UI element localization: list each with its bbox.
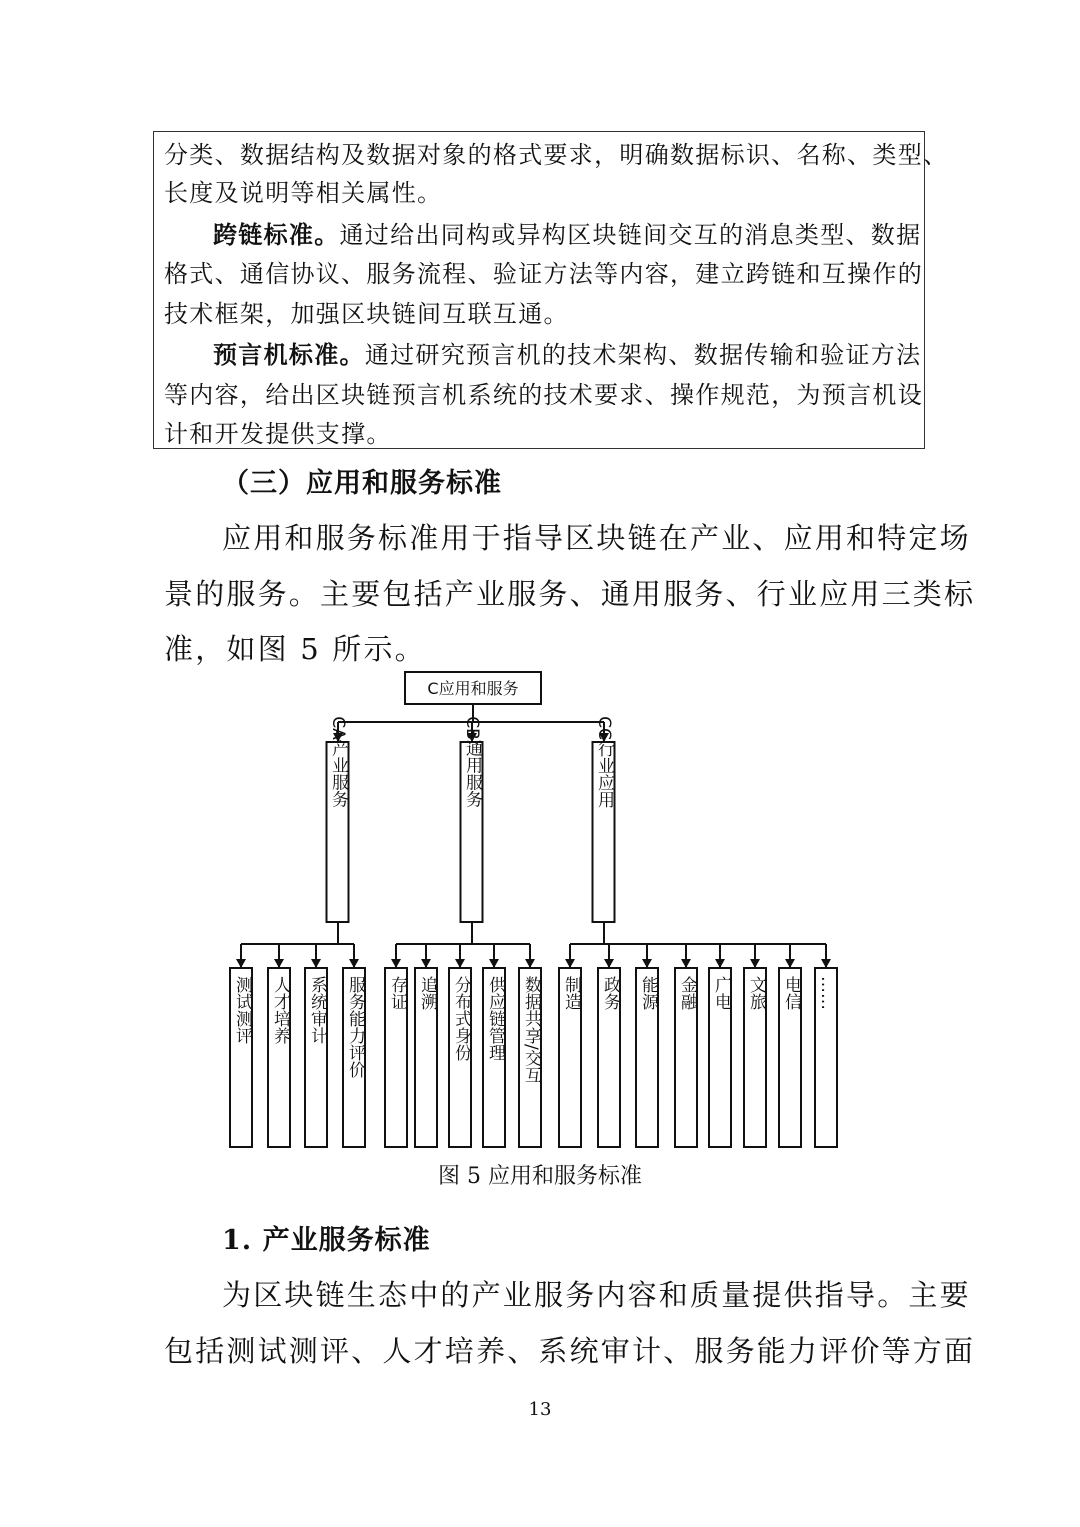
arrow-head xyxy=(421,959,431,968)
paragraph-line: 准，如图 5 所示。 xyxy=(164,632,426,666)
box-line-text: 通过给出同构或异构区块链间交互的消息类型、数据 xyxy=(339,221,922,249)
leaf-node-label: 供应链管理 xyxy=(485,976,505,1061)
paragraph-line: 景的服务。主要包括产业服务、通用服务、行业应用三类标 xyxy=(164,577,976,611)
leaf-node-label: 金融 xyxy=(677,976,697,1010)
box-line-text: 等内容，给出区块链预言机系统的技术要求、操作规范，为预言机设 xyxy=(164,381,923,409)
box-line-bold-term: 跨链标准。 xyxy=(213,220,340,249)
leaf-node-label: 分布式身份 xyxy=(451,976,471,1061)
leaf-node-label: 追溯 xyxy=(417,976,437,1010)
section-heading: （三）应用和服务标准 xyxy=(222,468,502,499)
box-line-text: 计和开发提供支撑。 xyxy=(164,420,392,448)
paragraph-line: 应用和服务标准用于指导区块链在产业、应用和特定场 xyxy=(222,521,971,555)
box-line-text: 通过研究预言机的技术架构、数据传输和验证方法 xyxy=(364,341,922,369)
leaf-node-label: 系统审计 xyxy=(307,976,327,1044)
arrow-head xyxy=(349,959,359,968)
group-node-label: CB通用服务 xyxy=(462,716,482,808)
group-node-label: CA产业服务 xyxy=(328,716,348,808)
arrow-head xyxy=(785,959,795,968)
leaf-node-label: 人才培养 xyxy=(270,976,290,1044)
arrow-head xyxy=(821,959,831,968)
arrow-head xyxy=(455,959,465,968)
leaf-node-label: 制造 xyxy=(561,976,581,1010)
arrow-head xyxy=(565,959,575,968)
arrow-head xyxy=(489,959,499,968)
subsection-heading: 1. 产业服务标准 xyxy=(222,1225,431,1256)
leaf-node-label: 测试测评 xyxy=(232,976,252,1044)
leaf-node-label: 电信 xyxy=(781,976,801,1010)
box-line-bold-term: 预言机标准。 xyxy=(213,340,365,369)
arrow-head xyxy=(236,959,246,968)
arrow-head xyxy=(750,959,760,968)
box-line-text: 分类、数据结构及数据对象的格式要求，明确数据标识、名称、类型、 xyxy=(164,141,949,169)
paragraph-line: 包括测试测评、人才培养、系统审计、服务能力评价等方面 xyxy=(164,1334,976,1368)
leaf-node-label: 数据共享/交互 xyxy=(521,976,541,1084)
leaf-node-label: 广电 xyxy=(711,976,731,1010)
arrow-head xyxy=(715,959,725,968)
figure-caption: 图 5 应用和服务标准 xyxy=(438,1164,642,1189)
leaf-node-label: 政务 xyxy=(600,976,620,1010)
leaf-node-label: 服务能力评价 xyxy=(345,976,365,1078)
arrow-head xyxy=(642,959,652,968)
arrow-head xyxy=(604,959,614,968)
arrow-head xyxy=(311,959,321,968)
box-line-text: 长度及说明等相关属性。 xyxy=(164,179,443,207)
root-node-label: C应用和服务 xyxy=(427,679,519,698)
arrow-head xyxy=(681,959,691,968)
page-number: 13 xyxy=(528,1399,552,1420)
arrow-head xyxy=(391,959,401,968)
group-node-label: CC行业应用 xyxy=(594,716,614,808)
leaf-node-label: 存证 xyxy=(387,976,407,1010)
paragraph-line: 为区块链生态中的产业服务内容和质量提供指导。主要 xyxy=(222,1278,971,1312)
box-line-text: 技术框架，加强区块链间互联互通。 xyxy=(164,300,569,328)
arrow-head xyxy=(274,959,284,968)
box-line-text: 格式、通信协议、服务流程、验证方法等内容，建立跨链和互操作的 xyxy=(164,260,923,288)
arrow-head xyxy=(525,959,535,968)
leaf-node-label: 文旅 xyxy=(746,976,766,1010)
leaf-node-label: …… xyxy=(817,976,837,1010)
leaf-node-label: 能源 xyxy=(638,976,658,1010)
